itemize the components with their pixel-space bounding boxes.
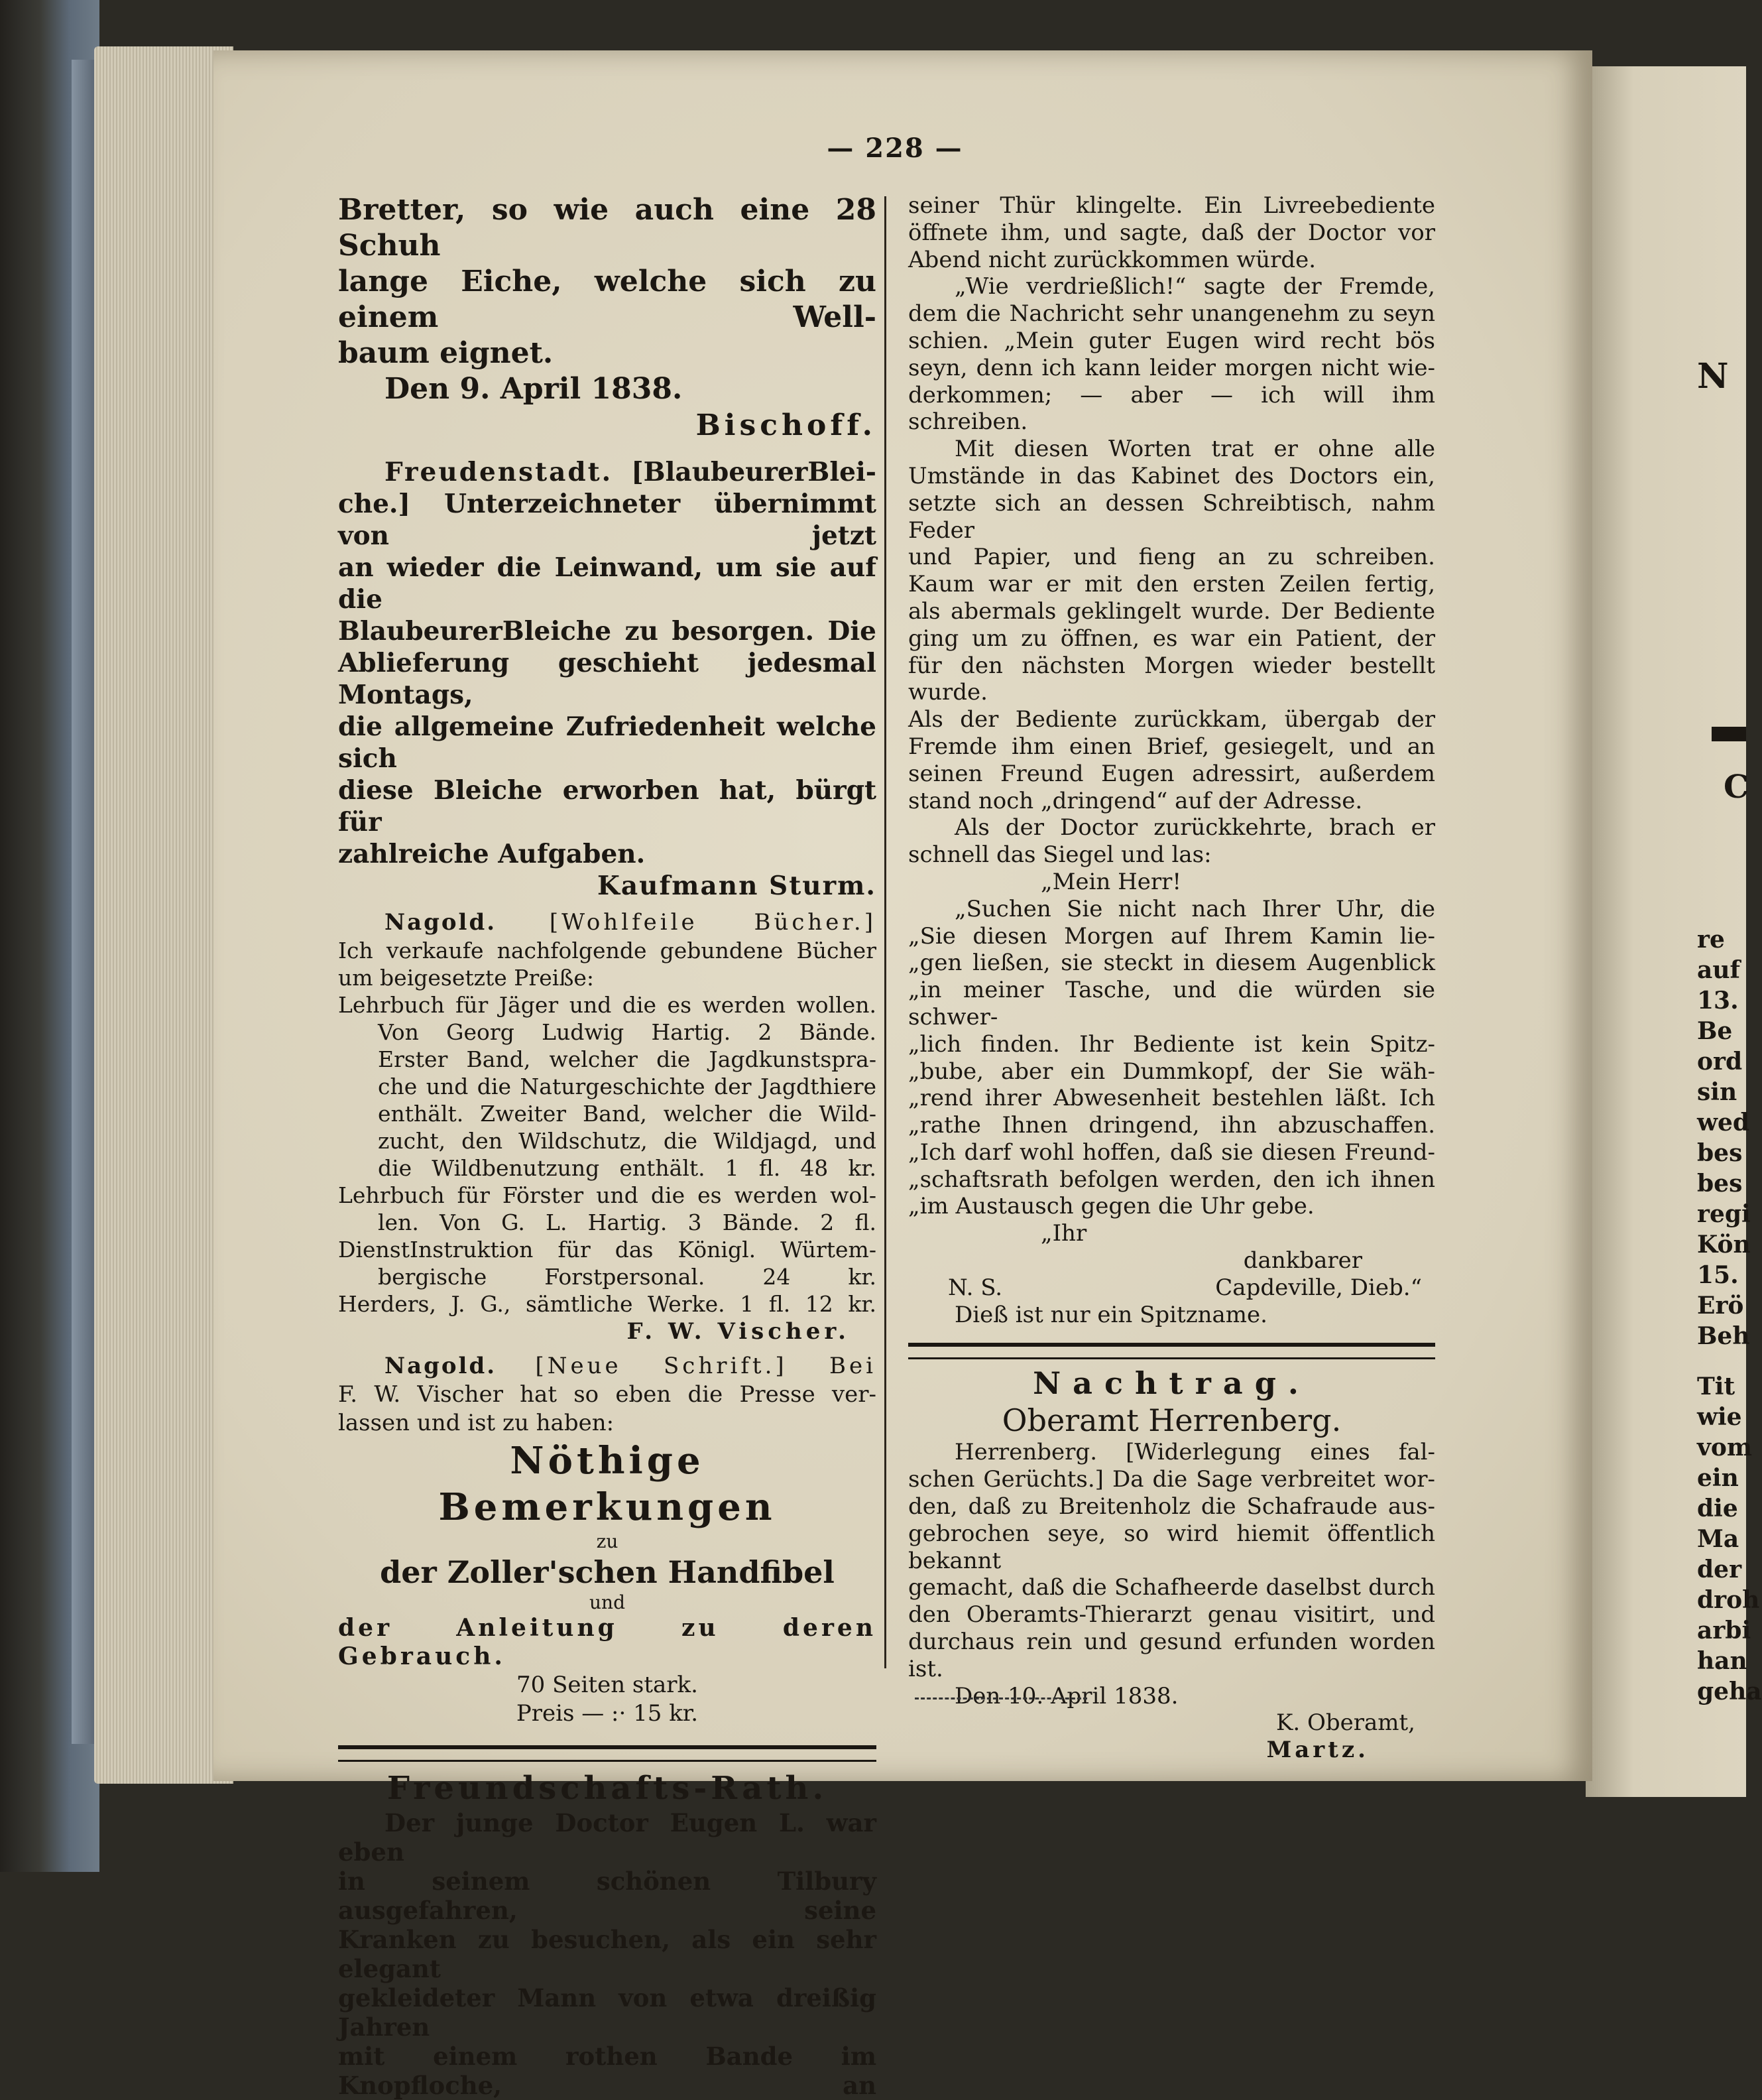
continuation-line: Bretter, so wie auch eine 28 Schuh [338,193,876,263]
story-line: für den nächsten Morgen wieder bestellt wurde. [908,652,1435,706]
story-line: schien. „Mein guter Eugen wird recht bös [908,327,1435,354]
story-line: Als der Doctor zurückkehrte, brach er [955,814,1435,841]
announcement-line: die allgemeine Zufriedenheit welche sich [338,711,876,774]
facing-page-fragment: ord [1697,1048,1743,1076]
nachtrag-line: durchaus rein und gesund erfunden worden ist. [908,1629,1435,1682]
continuation-line: lange Eiche, welche sich zu einem Well- [338,265,876,334]
facing-page-fragment: re [1697,926,1725,954]
announcement-heading: Freudenstadt. [384,457,613,487]
letter-line: „Suchen Sie nicht nach Ihrer Uhr, die [955,895,1435,922]
book-title: der Anleitung zu deren Gebrauch. [338,1614,876,1670]
letter-closing: „Ihr [1041,1220,1087,1247]
nachtrag-line: den, daß zu Breitenholz die Schafraude aus- [908,1493,1435,1520]
book-price: Preis — :· 15 kr. [516,1700,699,1727]
story-line: ging um zu öffnen, es war ein Patient, der [908,625,1435,652]
announcement-line: F. W. Vischer hat so eben die Presse ver- [338,1381,876,1408]
announcement-heading: Nagold. [384,1353,497,1379]
book-cover-edge [72,60,95,1744]
story-line: und Papier, und fieng an zu schreiben. [908,544,1435,571]
facing-page-fragment: droh [1697,1586,1760,1614]
announcement-line: Von Georg Ludwig Hartig. 2 Bände. [378,1019,876,1045]
story-line: gekleideter Mann von etwa dreißig Jahren [338,1983,876,2042]
section-divider [338,1745,876,1762]
announcement-line: DienstInstruktion für das Königl. Würtem- [338,1237,876,1263]
announcement-heading: Nagold. [384,909,497,936]
announcement-nagold-books [338,908,876,1345]
continuation-line: baum eignet. [338,336,554,370]
story-line: seinen Freund Eugen adressirt, außerdem [908,760,1435,787]
signature: Kaufmann Sturm. [597,871,876,901]
book-pages: 70 Seiten stark. [516,1672,698,1698]
facing-page-fragment: Beh [1697,1322,1750,1350]
facing-page-fragment: regi [1697,1200,1751,1228]
facing-page-fragment: ein [1697,1464,1739,1492]
announcement-line: bergische Forstpersonal. 24 kr. [378,1264,876,1290]
story-end: Dieß ist nur ein Spitzname. [955,1301,1267,1328]
nachtrag-sign: Martz. [1266,1737,1369,1764]
nachtrag-line: gebrochen seye, so wird hiemit öffentlich bekannt [908,1520,1435,1574]
facing-page-fragment: 13. [1697,987,1739,1015]
facing-page-fragment: vom [1697,1434,1753,1461]
announcement-line: diese Bleiche erworben hat, bürgt für [338,775,876,837]
letter-line: „in meiner Tasche, und die würden sie schwer- [908,977,1435,1030]
facing-page-rule [1712,727,1746,741]
story-line: Kranken zu besuchen, als ein sehr elegant [338,1925,876,1983]
facing-page-fragment: C [1724,769,1749,806]
story-line: „Wie verdrießlich!“ sagte der Fremde, [955,273,1435,300]
nachtrag-sign: K. Oberamt, [1275,1709,1415,1737]
letter-line: „rathe Ihnen dringend, ihn abzuschaffen. [908,1112,1435,1139]
story-line: Fremde ihm einen Brief, gesiegelt, und an [908,733,1435,760]
page-stack-edges [94,46,233,1784]
nachtrag-line: den Oberamts-Thierarzt genau visitirt, und [908,1601,1435,1629]
story-line: setzte sich an dessen Schreibtisch, nahm Feder [908,489,1435,544]
bottom-ornament [915,1698,1087,1706]
announcement-line: Herders, J. G., sämtliche Werke. 1 fl. 12 kr. [338,1291,876,1317]
facing-page-fragment: geha [1697,1678,1762,1705]
page-number: — 228 — [827,133,963,164]
story-line: stand noch „dringend“ auf der Adresse. [908,787,1363,814]
right-column [908,192,1435,1764]
nachtrag-date: Den 10. April 1838. [955,1682,1179,1709]
book-title: der Zoller'schen Handfibel [380,1554,835,1590]
announcement-line: lassen und ist zu haben: [338,1410,615,1436]
nachtrag-title: Nachtrag. [1033,1365,1311,1402]
letter-line: „lich finden. Ihr Bediente ist kein Spitz- [908,1030,1435,1058]
letter-salutation: „Mein Herr! [1041,868,1182,895]
story-line: mit einem rothen Bande im Knopfloche, an [338,2042,876,2100]
facing-page-fragment: wie [1697,1403,1742,1431]
letter-line: „Sie diesen Morgen auf Ihrem Kamin lie- [908,922,1435,950]
left-column [338,192,876,2100]
letter-line: „schaftsrath befolgen werden, den ich ihnen [908,1166,1435,1193]
story-line: Mit diesen Worten trat er ohne alle [955,436,1435,463]
story-line: seyn, denn ich kann leider morgen nicht wie- [908,354,1435,381]
announcement-line: Lehrbuch für Förster und die es werden wol- [338,1182,876,1208]
announcement-line: BlaubeurerBleiche zu besorgen. Die [338,616,876,647]
facing-page-fragment: N [1697,356,1729,397]
announcement-line: [Wohlfeile Bücher.] [549,909,876,936]
announcement-line: Ich verkaufe nachfolgende gebundene Bücher [338,938,876,963]
announcement-line: [Neue Schrift.] Bei [535,1353,877,1379]
facing-page-fragment: wed [1697,1109,1750,1137]
announcement-nagold-new-book [338,1352,876,1728]
book-title: Nöthige Bemerkungen [438,1439,776,1529]
story-line: Abend nicht zurückkommen würde. [908,246,1317,273]
story-line: dem die Nachricht sehr unangenehm zu seyn [908,300,1435,328]
book-title-connector: zu [596,1530,618,1552]
facing-page-fragment: der [1697,1556,1742,1583]
announcement-line: an wieder die Leinwand, um sie auf die [338,552,876,615]
facing-page-fragment: auf [1697,956,1740,984]
letter-ns: N. S. [948,1274,1003,1301]
facing-page-fragment: Erö [1697,1292,1744,1320]
facing-page-fragment: bes [1697,1170,1743,1198]
announcement-line: Lehrbuch für Jäger und die es werden wollen. [338,992,876,1018]
announcement-line: len. Von G. L. Hartig. 3 Bände. 2 fl. [378,1209,876,1235]
announcement-line: die Wildbenutzung enthält. 1 fl. 48 kr. [378,1155,876,1181]
facing-page-fragment: han [1697,1647,1747,1675]
letter-closing: dankbarer [1243,1247,1362,1274]
letter-line: „bube, aber ein Dummkopf, der Sie wäh- [908,1058,1435,1085]
letter-line: „rend ihrer Abwesenheit bestehlen läßt. Ich [908,1085,1435,1112]
letter-signature: Capdeville, Dieb.“ [1215,1274,1422,1301]
announcement-line: um beigesetzte Preiße: [338,965,595,991]
announcement-line: che.] Unterzeichneter übernimmt von jetzt [338,489,876,551]
announcement-line: Ablieferung geschieht jedesmal Montags, [338,648,876,710]
nachtrag-line: schen Gerüchts.] Da die Sage verbreitet wor- [908,1466,1435,1493]
story-line: Der junge Doctor Eugen L. war eben [338,1808,876,1867]
letter-line: „gen ließen, sie steckt in diesem Augenblick [908,950,1435,977]
story-line: als abermals geklingelt wurde. Der Bediente [908,597,1435,625]
letter-line: „im Austausch gegen die Uhr gebe. [908,1193,1315,1220]
announcement-line: zahlreiche Aufgaben. [338,839,646,869]
section-divider [908,1343,1435,1359]
date-line: Den 9. April 1838. [384,372,683,406]
facing-page-fragment: Tit [1697,1373,1735,1400]
nachtrag-subtitle: Oberamt Herrenberg. [1002,1402,1342,1439]
story-line: Kaum war er mit den ersten Zeilen fertig, [908,571,1435,598]
story-title: Freundschafts-Rath. [386,1770,828,1807]
facing-page-fragment: die [1697,1495,1738,1522]
column-separator [884,196,886,1668]
facing-page-fragment: 15. [1697,1261,1739,1289]
letter-line: „Ich darf wohl hoffen, daß sie diesen Freund- [908,1139,1435,1166]
facing-page-fragment: arbi [1697,1617,1751,1644]
facing-page-fragment: Kön [1697,1231,1751,1259]
story-line: öffnete ihm, und sagte, daß der Doctor vor [908,219,1435,246]
nachtrag-line: gemacht, daß die Schafheerde daselbst durch [908,1574,1435,1601]
facing-page-fragment: sin [1697,1078,1737,1106]
announcement-line: [BlaubeurerBlei- [631,457,876,487]
facing-page-fragment: bes [1697,1139,1743,1167]
signature: F. W. Vischer. [626,1318,850,1345]
story-line: Umstände in das Kabinet des Doctors ein, [908,462,1435,489]
facing-page-fragment: Ma [1697,1525,1739,1553]
story-line: seiner Thür klingelte. Ein Livreebediente [908,192,1435,219]
story-line: Als der Bediente zurückkam, übergab der [908,706,1435,733]
facing-page-fragment: Be [1697,1017,1733,1045]
nachtrag-line: Herrenberg. [Widerlegung eines fal- [955,1439,1435,1466]
announcement-line: zucht, den Wildschutz, die Wildjagd, und [378,1128,876,1154]
story-line: in seinem schönen Tilbury ausgefahren, seine [338,1867,876,1925]
announcement-line: che und die Naturgeschichte der Jagdthiere [378,1074,876,1099]
announcement-line: enthält. Zweiter Band, welcher die Wild- [378,1101,876,1127]
signature: Bischoff. [695,408,876,442]
book-title-connector: und [589,1591,625,1613]
announcement-freudenstadt [338,456,876,902]
announcement-line: Erster Band, welcher die Jagdkunstspra- [378,1046,876,1072]
story-line: schnell das Siegel und las: [908,841,1212,869]
story-line: derkommen; — aber — ich will ihm schreiben. [908,381,1435,436]
